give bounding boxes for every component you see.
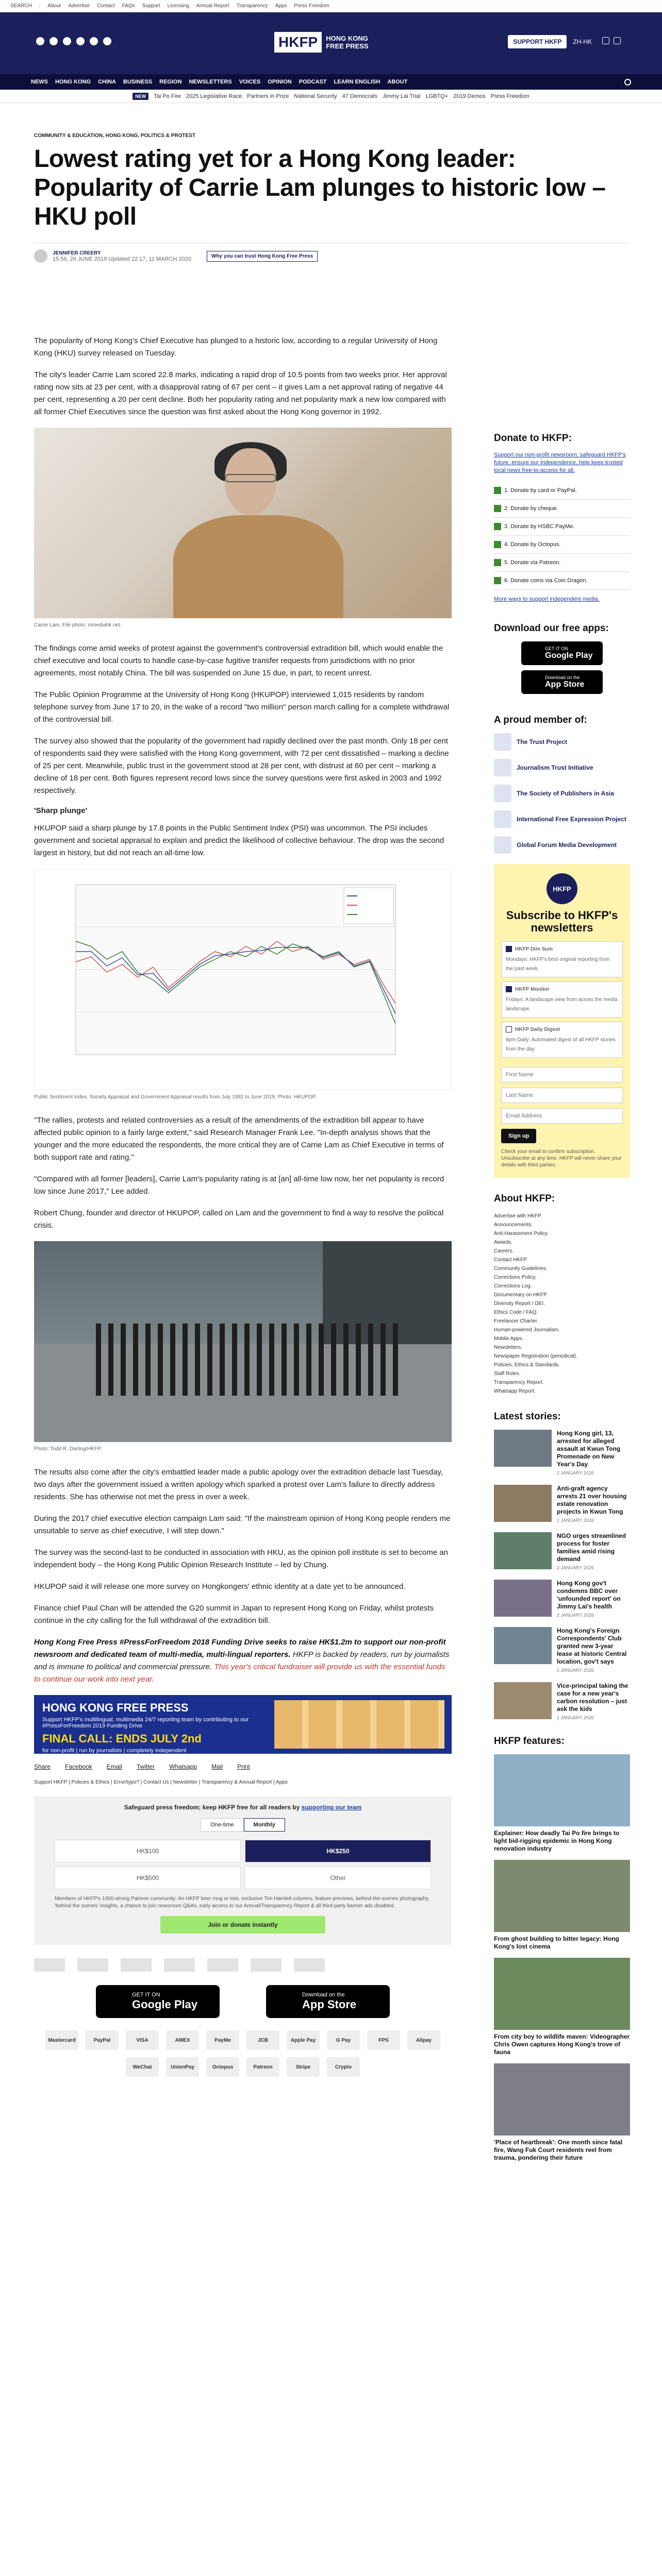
member-org[interactable] — [494, 759, 630, 776]
payment-logo: UnionPay — [166, 2057, 199, 2077]
about-link[interactable]: Documentary on HKFP. — [494, 1292, 548, 1298]
join-donate-button[interactable]: Join or donate instantly — [160, 1916, 325, 1934]
public-sentiment-index-chart — [34, 869, 452, 1090]
banner-title: HONG KONG FREE PRESS — [42, 1701, 189, 1714]
newsletter-note: Check your email to confirm subscription. Unsubscribe at any time. HKFP will never share your details with third parties. — [501, 1149, 622, 1168]
badge-small-text: Download on the — [302, 1992, 345, 1998]
org-logo — [494, 836, 511, 854]
article-meta — [34, 243, 628, 263]
paragraph: Robert Chung, founder and director of HKUPOP, called on Lam and the government to find a way to resolve the political crisis. — [34, 1209, 444, 1230]
newsletter-option[interactable] — [501, 1022, 623, 1058]
twitter-icon[interactable] — [49, 37, 58, 45]
member-org[interactable] — [494, 733, 630, 751]
donate-option[interactable]: 6. Donate coins via Coin Dragon. — [494, 572, 630, 590]
latest-story[interactable] — [494, 1485, 630, 1523]
donate-text-link[interactable]: Support our non-profit newsroom; safeguard HKFP's future, ensure our independence, help keep trusted local news free-to-access for all. — [494, 452, 626, 473]
why-trust-link[interactable]: Why you can trust Hong Kong Free Press — [207, 251, 318, 262]
badge-small-text: Download on the — [545, 675, 580, 680]
payment-logo: Patreon — [246, 2057, 279, 2077]
topbar-link-press-freedom[interactable]: Press Freedom — [294, 3, 329, 9]
org-name: Journalism Trust Initiative — [517, 764, 593, 771]
apps-heading: Download our free apps: — [494, 623, 609, 634]
trust-logo[interactable] — [207, 1958, 238, 1972]
nav-hong-kong[interactable]: HONG KONG — [55, 79, 91, 85]
about-link[interactable]: Community Guidelines. — [494, 1266, 548, 1272]
payment-logo: Apple Pay — [287, 2030, 320, 2050]
about-link[interactable]: Diversity Report / DEI. — [494, 1301, 545, 1307]
article-header — [34, 128, 628, 263]
feature-image[interactable] — [494, 1958, 630, 2030]
support-heading — [34, 1804, 452, 1811]
linkedin-icon[interactable] — [90, 37, 98, 45]
option-desc: Fridays: A landscape view from across the media landscape. — [506, 997, 618, 1012]
about-link[interactable]: Advertise with HKFP. — [494, 1213, 542, 1219]
about-link[interactable]: Newsletters. — [494, 1345, 523, 1351]
paragraph: "The rallies, protests and related controversies as a result of the amendments of the extradition bill appear to have affected public opinion to a fairly large extent," said Research Manager Frank Lee. "In-depth analysis shows that the younger and the more educated the respondents, the more critical they are of Carrie Lam as Chief Executive in terms of both support rate and rating." — [34, 1116, 444, 1162]
story-date: 2 JANUARY 2026 — [557, 1668, 594, 1673]
payment-logo: VISA — [126, 2030, 159, 2050]
payment-logo: G Pay — [327, 2030, 360, 2050]
masthead — [0, 12, 662, 74]
story-thumbnail[interactable] — [494, 1682, 552, 1719]
nav-newsletters[interactable]: NEWSLETTERS — [189, 79, 232, 85]
trust-logos — [34, 1958, 452, 1972]
checkbox-icon[interactable] — [506, 1026, 512, 1032]
org-logo — [494, 733, 511, 751]
trending-jimmy-lai[interactable]: Jimmy Lai Trial — [383, 93, 421, 99]
payment-logo: WeChat — [126, 2057, 159, 2077]
about-link[interactable]: Anti-Harassment Policy. — [494, 1231, 549, 1237]
trending-press-freedom[interactable]: Press Freedom — [490, 93, 529, 99]
story-text — [557, 1627, 630, 1673]
trust-logo[interactable] — [77, 1958, 108, 1972]
donate-text — [494, 451, 630, 474]
option-name: HKFP Monitor — [515, 987, 550, 993]
org-logo — [494, 759, 511, 776]
about-links — [494, 1212, 630, 1396]
trending-national-security[interactable]: National Security — [294, 93, 337, 99]
section-heading: 'Sharp plunge' — [34, 806, 87, 815]
newsletter-option[interactable] — [501, 981, 623, 1018]
about-link[interactable]: Freelancer Charter. — [494, 1318, 539, 1325]
about-link[interactable]: Corrections Policy. — [494, 1275, 537, 1281]
trending-tai-po-fire[interactable]: Tai Po Fire — [154, 93, 181, 99]
topbar-link-apps[interactable]: Apps — [275, 3, 287, 9]
sign-up-button[interactable]: Sign up — [501, 1129, 536, 1143]
share-bar — [34, 1763, 452, 1770]
banner-text: Support HKFP's multilingual, multimedia 24/7 reporting team by contributing to our #PressForFreedom 2019 Funding Drive — [42, 1717, 249, 1729]
banner-final-call: FINAL CALL: ENDS JULY 2nd — [42, 1732, 202, 1745]
google-play-badge[interactable] — [96, 1985, 220, 2018]
photo-shape — [173, 515, 343, 618]
carrie-lam-photo — [34, 428, 452, 618]
badge-small-text: GET IT ON — [132, 1992, 160, 1998]
nav-learn-english[interactable]: LEARN ENGLISH — [334, 79, 380, 85]
nav-podcast[interactable]: PODCAST — [299, 79, 327, 85]
proud-member-heading: A proud member of: — [494, 715, 587, 725]
social-links — [36, 37, 111, 45]
site-logo[interactable] — [274, 32, 383, 53]
topbar-link-faqs[interactable]: FAQs — [122, 3, 135, 9]
fundraiser-link[interactable]: Hong Kong Free Press #PressForFreedom 2018 Funding Drive — [34, 1638, 264, 1647]
search-link[interactable]: SEARCH — [10, 3, 32, 9]
search-icon[interactable] — [624, 79, 631, 86]
trust-logo[interactable] — [251, 1958, 282, 1972]
amount-option[interactable]: HK$500 — [55, 1867, 241, 1889]
more-ways-link[interactable]: More ways to support independent media. — [494, 596, 600, 602]
paragraph: "Compared with all former [leaders], Carrie Lam's popularity rating is at [an] all-time low now, her net popularity is record low since June 2017," Lee added. — [34, 1175, 444, 1196]
trending-partners-in-prize[interactable]: Partners in Prize — [247, 93, 289, 99]
amount-option-other[interactable]: Other — [245, 1867, 431, 1889]
feature-story[interactable] — [494, 2063, 630, 2162]
feature-title[interactable]: From ghost building to bitter legacy: Hong Kong's lost cinema — [494, 1935, 619, 1951]
trending-47-democrats[interactable]: 47 Democrats — [342, 93, 378, 99]
chart-caption: Public Sentiment Index. Society Appraisal and Government Appraisal results from July 1992 to June 2019. Photo: HKUPOP. — [34, 1094, 317, 1100]
trust-logo[interactable] — [294, 1958, 325, 1972]
latest-story[interactable] — [494, 1430, 630, 1476]
last-name-input[interactable] — [501, 1088, 623, 1103]
frequency-toggle — [34, 1818, 452, 1832]
donate-options — [494, 482, 630, 590]
about-link[interactable]: Careers. — [494, 1248, 514, 1255]
share-email[interactable]: Email — [106, 1763, 122, 1770]
about-link[interactable]: Ethics Code / FAQ. — [494, 1310, 538, 1316]
photo-caption: Carrie Lam. File photo: inmediahk.net. — [34, 622, 122, 628]
funding-drive-banner[interactable] — [34, 1695, 452, 1754]
topbar-link-contact[interactable]: Contact — [97, 3, 115, 9]
donate-option[interactable]: 4. Donate by Octopus. — [494, 536, 630, 554]
trust-logo[interactable] — [164, 1958, 195, 1972]
story-title[interactable]: Vice-principal taking the case for a new year's carbon resolution – just ask the kids — [557, 1682, 628, 1713]
fundraiser-text: HKFP is backed by readers, run by journalists and is immune to political and commercial pressure. — [34, 1650, 450, 1671]
payment-methods — [34, 2030, 452, 2077]
paragraph: The results also come after the city's embattled leader made a public apology over the extradition debacle last Tuesday, two days after the government issued a written apology which sparked a protest over Lam's failure to directly address residents. She has otherwise not met the press in over a week. — [34, 1468, 443, 1501]
story-thumbnail[interactable] — [494, 1532, 552, 1569]
trending-legislative-race[interactable]: 2025 Legislative Race — [186, 93, 242, 99]
newsletter-signup — [494, 864, 630, 1178]
about-link[interactable]: Corrections Log. — [494, 1283, 532, 1290]
story-text — [557, 1485, 630, 1523]
feature-title[interactable]: 'Place of heartbreak': One month since fatal fire, Wang Fuk Court residents reel from trauma, pondering their future — [494, 2139, 623, 2162]
about-link[interactable]: Whatsapp Report. — [494, 1388, 536, 1395]
story-text — [557, 1430, 630, 1476]
badge-big-text: Google Play — [132, 1998, 198, 2011]
author-avatar — [34, 249, 47, 263]
payment-logo: PayMe — [206, 2030, 239, 2050]
trending-lgbtq[interactable]: LGBTQ+ — [425, 93, 449, 99]
paragraph: The popularity of Hong Kong's Chief Executive has plunged to a historic low, according to a regular University of Hong Kong (HKU) survey released on Tuesday. — [34, 336, 438, 358]
top-utility-bar — [0, 0, 662, 12]
amount-option-selected[interactable]: HK$250 — [245, 1840, 431, 1862]
feature-story[interactable] — [494, 1754, 630, 1853]
logo-text: HONG KONG FREE PRESS — [326, 35, 369, 50]
first-name-input[interactable] — [501, 1067, 623, 1082]
option-name: HKFP Daily Digest — [515, 1027, 560, 1033]
instagram-icon[interactable] — [63, 37, 71, 45]
newsletter-logo: HKFP — [547, 873, 577, 904]
sidebar — [494, 433, 630, 2169]
language-switch[interactable]: ZH-HK — [573, 38, 592, 45]
main-navigation — [0, 74, 662, 90]
about-link[interactable]: Awards. — [494, 1240, 512, 1246]
story-date: 1 JANUARY 2026 — [557, 1715, 594, 1721]
paragraph: HKUPOP said it will release one more survey on Hongkongers' ethnic identity at a date yet to be announced. — [34, 1582, 406, 1591]
nav-business[interactable]: BUSINESS — [123, 79, 153, 85]
paragraph: The city's leader Carrie Lam scored 22.8 marks, indicating a rapid drop of 10.5 points from two weeks prior. Her approval rating now sits at 23 per cent, with a disapproval rating of 67 per cent – it gives Lam a net approval rating of negative 44 per cent, representing a 20 per cent decline. Both her popularity rating and net popularity mark a new low compared with all former Chief Executives since the question was first asked about the Hong Kong governor in 1992. — [34, 370, 447, 416]
support-heading-text: Safeguard press freedom; keep HKFP free for all readers by — [124, 1804, 302, 1811]
story-date: 2 JANUARY 2026 — [557, 1518, 594, 1523]
member-org[interactable] — [494, 836, 630, 854]
badge-big-text: App Store — [545, 680, 585, 689]
feature-image[interactable] — [494, 1860, 630, 1932]
member-org[interactable] — [494, 810, 630, 828]
publish-date: 15:56, 26 JUNE 2019 — [53, 256, 107, 262]
option-desc: 9pm Daily: Automated digest of all HKFP stories from the day. — [506, 1037, 616, 1053]
share-whatsapp[interactable]: Whatsapp — [169, 1763, 197, 1770]
amount-options — [34, 1840, 452, 1889]
about-link[interactable]: Policies, Ethics & Standards. — [494, 1362, 560, 1368]
org-name: The Trust Project — [517, 738, 568, 745]
about-link[interactable]: Announcements. — [494, 1222, 533, 1228]
trending-bar — [0, 90, 662, 103]
article-title: Lowest rating yet for a Hong Kong leader: Popularity of Carrie Lam plunges to historic low – HKU poll — [34, 145, 606, 230]
paragraph: The survey was the second-last to be conducted in association with HKU, as the opinion poll institute is set to become an independent body – the Hong Kong Public Opinion Research Institute – led by Chung. — [34, 1548, 448, 1569]
separator: | — [39, 3, 41, 9]
option-name: HKFP Dim Sum — [515, 946, 553, 952]
feature-image[interactable] — [494, 2063, 630, 2136]
option-title — [506, 946, 618, 952]
story-date: 2 JANUARY 2026 — [557, 1470, 594, 1476]
tab-one-time[interactable]: One-time — [201, 1818, 243, 1832]
payment-logo: Stripe — [287, 2057, 320, 2077]
photo-shape — [225, 474, 276, 482]
article-category[interactable]: COMMUNITY & EDUCATION, HONG KONG, POLITICS & PROTEST — [34, 133, 195, 139]
trending-2019-demos[interactable]: 2019 Demos — [453, 93, 486, 99]
about-link[interactable]: Human-powered Journalism. — [494, 1327, 560, 1333]
app-store-badge[interactable] — [266, 1985, 390, 2018]
app-store-badge[interactable] — [521, 670, 603, 694]
badge-small-text: GET IT ON — [545, 646, 568, 651]
story-date: 2 JANUARY 2026 — [557, 1565, 594, 1571]
donate-option[interactable]: 3. Donate by HSBC PayMe. — [494, 518, 630, 536]
org-name: The Society of Publishers in Asia — [517, 790, 614, 797]
topbar-link-advertise[interactable]: Advertise — [68, 3, 90, 9]
topbar-link-transparency[interactable]: Transparency — [236, 3, 268, 9]
feature-story[interactable] — [494, 1958, 630, 2056]
badge-big-text: Google Play — [545, 651, 593, 660]
nav-news[interactable]: NEWS — [31, 79, 48, 85]
story-title[interactable]: Hong Kong's Foreign Correspondents' Club granted new 3-year lease at historic Central location, gov't says — [557, 1627, 627, 1666]
share-facebook[interactable]: Facebook — [65, 1763, 92, 1770]
new-badge: NEW — [133, 93, 148, 100]
support-hkfp-button[interactable]: SUPPORT HKFP — [508, 35, 567, 48]
about-link[interactable]: Transparency Report. — [494, 1380, 544, 1386]
org-logo — [494, 810, 511, 828]
paragraph: HKUPOP said a sharp plunge by 17.8 points in the Public Sentiment Index (PSI) was uncommon. The PSI includes government and societal appraisal to explain and predict the likelihood of collective behaviour. The drop was the second largest in history, but did not reach an all-time low. — [34, 824, 444, 857]
masthead-actions — [508, 35, 621, 48]
badge-big-text: App Store — [302, 1998, 357, 2011]
latest-story[interactable] — [494, 1627, 630, 1673]
byline — [53, 250, 191, 262]
author-name[interactable]: JENNIFER CREERY — [53, 250, 101, 256]
payment-logo: Alipay — [407, 2030, 440, 2050]
about-link[interactable]: Staff Roles. — [494, 1371, 521, 1377]
payment-logo: Crypto — [327, 2057, 360, 2077]
feature-story[interactable] — [494, 1860, 630, 1951]
topbar-link-annual-report[interactable]: Annual Report — [196, 3, 229, 9]
option-title — [506, 1026, 618, 1032]
checkbox-icon[interactable] — [506, 946, 512, 952]
about-heading: About HKFP: — [494, 1193, 555, 1205]
banner-tagline: for non-profit | run by journalists | completely independent — [42, 1748, 187, 1754]
option-desc: Mondays: HKFP's best original reporting from the past week. — [506, 957, 610, 972]
story-title[interactable]: NGO urges streamlined process for foster families amid rising demand — [557, 1532, 626, 1563]
story-title[interactable]: Anti-graft agency arrests 21 over housing estate renovation projects in Kwun Tong — [557, 1485, 627, 1516]
option-title — [506, 986, 618, 992]
paragraph: The survey also showed that the popularity of the government had rapidly declined over the past month. Only 18 per cent of respondents said they were satisfied with the Hong Kong government, with 72 per cent dissatisfied – marking a decline of 25 per cent. Meanwhile, public trust in the government stood at 28 per cent, with distrust at 60 per cent – marking a decline of 18 per cent. Both figures represent record lows since the survey questions were first asked in 2003 and 1992 respectively. — [34, 737, 449, 795]
payment-logo: JCB — [246, 2030, 279, 2050]
donate-option[interactable]: 5. Donate via Patreon. — [494, 554, 630, 572]
story-date: 2 JANUARY 2026 — [557, 1613, 594, 1618]
payment-logo: Octopus — [206, 2057, 239, 2077]
paragraph: The findings come amid weeks of protest against the government's controversial extradition bill, which would enable the chief executive and local courts to handle case-by-case fugitive transfer requests from jurisdictions with no prior agreements, most notably China. The bill was suspended on June 15 due, in part, to recent unrest. — [34, 644, 443, 677]
story-text — [557, 1532, 630, 1570]
article-footer-links[interactable]: Support HKFP | Policies & Ethics | Error/typo? | Contact Us | Newsletter | Transparency & Annual Report | Apps — [34, 1780, 288, 1785]
menu-icon[interactable] — [614, 37, 621, 44]
story-text — [557, 1682, 630, 1720]
donate-option[interactable]: 2. Donate by cheque. — [494, 500, 630, 518]
fundraiser-critical: This year's critical fundraiser will provide us with the essential funds to continue our work into next year. — [34, 1663, 445, 1684]
topbar-link-support[interactable]: Support — [142, 3, 160, 9]
share-label: Share — [34, 1763, 51, 1770]
share-twitter[interactable]: Twitter — [136, 1763, 155, 1770]
latest-story[interactable] — [494, 1580, 630, 1618]
nav-china[interactable]: CHINA — [98, 79, 116, 85]
payment-logo: AMEX — [166, 2030, 199, 2050]
story-title[interactable]: Hong Kong gov't condemns BBC over 'unfounded report' on Jimmy Lai's health — [557, 1580, 621, 1611]
story-title[interactable]: Hong Kong girl, 13, arrested for alleged assault at Kwun Tong Promenade on New Year's Day — [557, 1430, 621, 1468]
nav-about[interactable]: ABOUT — [387, 79, 408, 85]
paragraph: Finance chief Paul Chan will be attended the G20 summit in Japan to represent Hong Kong on Friday, whilst protests continue in the city calling for the full withdrawal of the extradition bill. — [34, 1604, 434, 1625]
latest-story[interactable] — [494, 1532, 630, 1570]
member-benefits: Members of HKFP's 1000-strong Patreon community: An HKFP beer mug or tote, exclusive Tim Hamlett columns, feature previews, behind-the-scenes photography, 'behind the scenes' insights, a chance to join newsroom Q&As, early access to our Annual/Transparency Report & all third-party banner ads disabled. — [55, 1896, 429, 1909]
nav-opinion[interactable]: OPINION — [268, 79, 292, 85]
share-print[interactable]: Print — [237, 1763, 250, 1770]
story-thumbnail[interactable] — [494, 1627, 552, 1664]
story-text — [557, 1580, 630, 1618]
email-input[interactable] — [501, 1108, 623, 1124]
member-org[interactable] — [494, 785, 630, 802]
support-team-link[interactable]: supporting our team — [301, 1804, 362, 1811]
latest-stories-heading: Latest stories: — [494, 1411, 561, 1422]
topbar-link-about[interactable]: About — [47, 3, 61, 9]
paragraph: The Public Opinion Programme at the University of Hong Kong (HKUPOP) interviewed 1,015 residents by random telephone survey from June 17 to 20, in the wake of a record "two million" person march calling for a complete withdrawal of the controversial bill. — [34, 690, 450, 724]
payment-logo: PayPal — [86, 2030, 119, 2050]
protest-photo — [34, 1241, 452, 1442]
payment-logo: FPS — [367, 2030, 400, 2050]
support-box — [34, 1797, 452, 1945]
about-link[interactable]: Mobile Apps. — [494, 1336, 524, 1342]
youtube-icon[interactable] — [76, 37, 85, 45]
photo-caption: Photo: Todd R. Darling/HKFP. — [34, 1446, 102, 1452]
latest-story[interactable] — [494, 1682, 630, 1720]
user-icon[interactable] — [602, 37, 609, 44]
photo-shape — [96, 1324, 405, 1396]
fundraiser-goal: seeks to raise HK$1.2m to support our non-profit newsroom and dedicated team of multi-media, multi-lingual reporters. — [34, 1638, 446, 1659]
feature-title[interactable]: Explainer: How deadly Tai Po fire brings to light bid-rigging epidemic in Hong Kong renovation industry — [494, 1829, 620, 1853]
amount-option[interactable]: HK$100 — [55, 1840, 241, 1862]
donate-heading: Donate to HKFP: — [494, 433, 572, 444]
share-mail[interactable]: Mail — [211, 1763, 223, 1770]
features-heading: HKFP features: — [494, 1736, 565, 1747]
updated-date: Updated 22:17, 11 MARCH 2020 — [108, 256, 191, 262]
trust-logo[interactable] — [34, 1958, 65, 1972]
masthead-icons — [598, 37, 621, 47]
org-name: International Free Expression Project — [517, 816, 626, 823]
paragraph: During the 2017 chief executive election campaign Lam said: "If the mainstream opinion of Hong Kong people renders me unsuitable to serve as chief executive, I will step down." — [34, 1514, 451, 1535]
checkbox-icon[interactable] — [506, 986, 512, 992]
facebook-icon[interactable] — [36, 37, 44, 45]
tab-monthly[interactable]: Monthly — [244, 1818, 285, 1832]
psi-chart-svg — [35, 869, 451, 1090]
topbar-link-licensing[interactable]: Licensing — [167, 3, 189, 9]
newsletter-heading: Subscribe to HKFP's newsletters — [506, 909, 618, 934]
article-body — [34, 335, 452, 2077]
about-link[interactable]: Contact HKFP. — [494, 1257, 528, 1263]
trust-logo[interactable] — [121, 1958, 152, 1972]
nav-region[interactable]: REGION — [159, 79, 182, 85]
newsletter-option[interactable] — [501, 941, 623, 977]
story-thumbnail[interactable] — [494, 1580, 552, 1617]
logo-box: HKFP — [274, 32, 322, 53]
banner-team-photo — [274, 1700, 444, 1749]
about-link[interactable]: Newspaper Registration (periodical). — [494, 1353, 577, 1360]
rss-icon[interactable] — [103, 37, 111, 45]
feature-image[interactable] — [494, 1754, 630, 1826]
donate-option[interactable]: 1. Donate by card or PayPal. — [494, 482, 630, 500]
app-badges — [34, 1985, 452, 2018]
nav-voices[interactable]: VOICES — [239, 79, 261, 85]
org-logo — [494, 785, 511, 802]
story-thumbnail[interactable] — [494, 1485, 552, 1522]
org-name: Global Forum Media Development — [517, 841, 617, 849]
story-thumbnail[interactable] — [494, 1430, 552, 1467]
fundraiser-note — [34, 1636, 452, 1686]
feature-title[interactable]: From city boy to wildlife maven: Videographer Chris Owen captures Hong Kong's trove of fauna — [494, 2033, 630, 2056]
payment-logo: Mastercard — [45, 2030, 78, 2050]
google-play-badge[interactable] — [521, 641, 603, 665]
